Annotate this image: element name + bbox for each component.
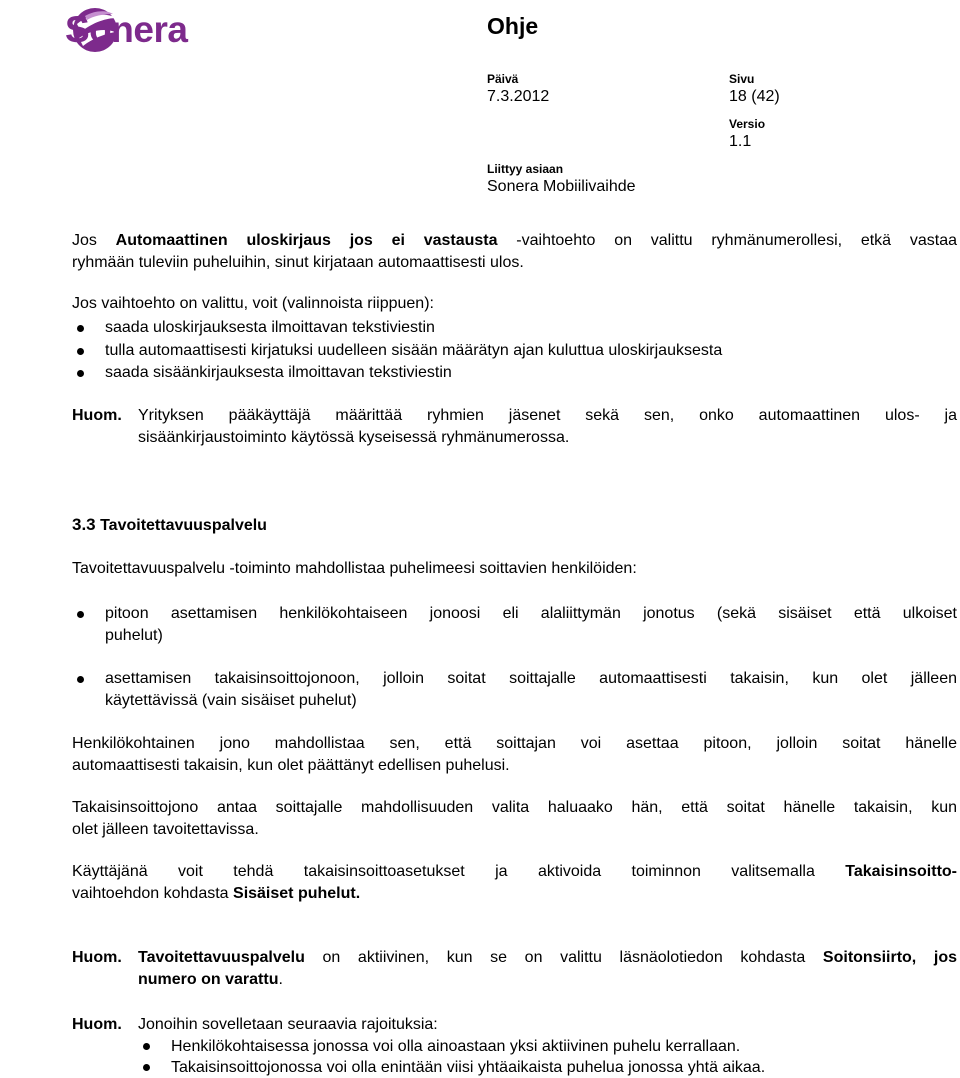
paragraph-line: Henkilökohtainen jono mahdollistaa sen, että soittajan voi asettaa pitoon, jolloin soitat hänelle [72, 735, 957, 752]
paragraph-settings [72, 861, 957, 905]
note-content [138, 405, 957, 449]
section-title: Tavoitettavuuspalvelu [100, 517, 267, 534]
paragraph-text: Käyttäjänä voit tehdä takaisinsoittoasetukset ja aktivoida toiminnon valitsemalla [72, 863, 846, 880]
list-item-line: pitoon asettamisen henkilökohtaiseen jonoosi eli alaliittymän jonotus (sekä sisäiset että ulkoiset [105, 605, 957, 622]
list-item-text: Henkilökohtaisessa jonossa voi olla ainoastaan yksi aktiivinen puhelu kerrallaan. [171, 1038, 741, 1055]
document-title: Ohje [487, 13, 539, 39]
note-1 [72, 405, 957, 451]
setting-name: Takaisinsoitto [845, 863, 952, 880]
note-tag: Huom. [72, 949, 122, 966]
note-line-2: sisäänkirjaustoiminto käytössä kyseisessä ryhmänumerossa. [138, 429, 570, 446]
paragraph-text: vaihtoehdon kohdasta [72, 885, 234, 902]
page-label: Sivu [729, 72, 755, 86]
note-line-1 [138, 947, 957, 969]
note-lead: Jonoihin sovelletaan seuraavia rajoituksia: [138, 1016, 438, 1033]
list-item-line: asettamisen takaisinsoittojonoon, jolloin soitat soittajalle automaattisesti takaisin, kun olet jälleen [105, 670, 957, 687]
list-item [138, 1036, 957, 1057]
paragraph-line [72, 861, 957, 883]
list-item-text: saada uloskirjauksesta ilmoittavan tekstiviestin [105, 319, 435, 336]
note-content [138, 1014, 957, 1078]
bullet-icon [77, 676, 84, 683]
paragraph-callback-queue [72, 797, 957, 841]
note-content [138, 947, 957, 991]
date-value: 7.3.2012 [487, 88, 550, 105]
section-heading [72, 514, 267, 537]
intro-option-name: Automaattinen uloskirjaus jos ei vastausta [115, 232, 498, 249]
list-item-text: Takaisinsoittojonossa voi olla enintään viisi yhtäaikaista puhelua jonossa yhtä aikaa. [171, 1059, 766, 1076]
list-item-text: saada sisäänkirjauksesta ilmoittavan tekstiviestin [105, 364, 452, 381]
setting-name-cont: numero on varattu [138, 971, 279, 988]
list-item [72, 603, 957, 647]
note-3 [72, 1014, 957, 1078]
bullet-icon [77, 370, 84, 377]
list-item-text: tulla automaattisesti kirjatuksi uudelleen sisään määrätyn ajan kuluttua uloskirjauksesta [105, 341, 723, 359]
version-label: Versio [729, 117, 766, 131]
list-item-line: puhelut) [105, 627, 163, 644]
note-line-2 [138, 969, 957, 991]
date-label: Päivä [487, 72, 519, 86]
subject-value: Sonera Mobiilivaihde [487, 178, 636, 195]
service-list [72, 603, 957, 712]
section-lead: Tavoitettavuuspalvelu -toiminto mahdollistaa puhelimeesi soittavien henkilöiden: [72, 560, 637, 577]
hyphen: - [951, 863, 957, 880]
list-item-line: käytettävissä (vain sisäiset puhelut) [105, 692, 357, 709]
subject-label: Liittyy asiaan [487, 162, 564, 176]
list-item [138, 1057, 957, 1078]
section-number: 3.3 [72, 515, 96, 534]
intro-text: Jos [72, 232, 116, 249]
intro-line-1 [72, 230, 957, 252]
service-name: Tavoitettavuuspalvelu [138, 949, 305, 966]
intro-text-cont: -vaihtoehto on valittu ryhmänumerollesi, etkä vastaa [497, 232, 957, 249]
note-2 [72, 947, 957, 993]
note-tag: Huom. [72, 407, 122, 424]
period: . [278, 971, 283, 988]
options-lead: Jos vaihtoehto on valittu, voit (valinnoista riippuen): [72, 295, 434, 312]
list-item [72, 668, 957, 712]
bullet-icon [143, 1043, 150, 1050]
bullet-icon [77, 611, 84, 618]
paragraph-line: Takaisinsoittojono antaa soittajalle mahdollisuuden valita haluaako hän, että soitat hänelle takaisin, kun [72, 799, 957, 816]
page-value: 18 (42) [729, 88, 780, 105]
note-line-1: Yrityksen pääkäyttäjä määrittää ryhmien jäsenet sekä sen, onko automaattinen ulos- ja [138, 407, 957, 424]
note-tag: Huom. [72, 1016, 122, 1033]
setting-name: Soitonsiirto, jos [822, 949, 957, 966]
paragraph-line [72, 883, 957, 905]
restrictions-list [138, 1036, 957, 1078]
intro-line-2: ryhmään tuleviin puheluihin, sinut kirjataan automaattisesti ulos. [72, 254, 524, 271]
paragraph-line: olet jälleen tavoitettavissa. [72, 821, 259, 838]
setting-option: Sisäiset puhelut. [233, 885, 361, 902]
note-text: on aktiivinen, kun se on valittu läsnäolotiedon kohdasta [304, 949, 823, 966]
list-item [72, 362, 957, 385]
bullet-icon [143, 1064, 150, 1071]
list-item [72, 317, 957, 340]
bullet-icon [77, 348, 84, 355]
paragraph-personal-queue [72, 733, 957, 777]
intro-paragraph [72, 230, 957, 274]
options-list [72, 317, 957, 385]
bullet-icon [77, 325, 84, 332]
logo-wordmark: Sonera [65, 9, 188, 50]
version-value: 1.1 [729, 133, 752, 150]
list-item [72, 340, 957, 363]
paragraph-line: automaattisesti takaisin, kun olet päättänyt edellisen puhelusi. [72, 757, 510, 774]
